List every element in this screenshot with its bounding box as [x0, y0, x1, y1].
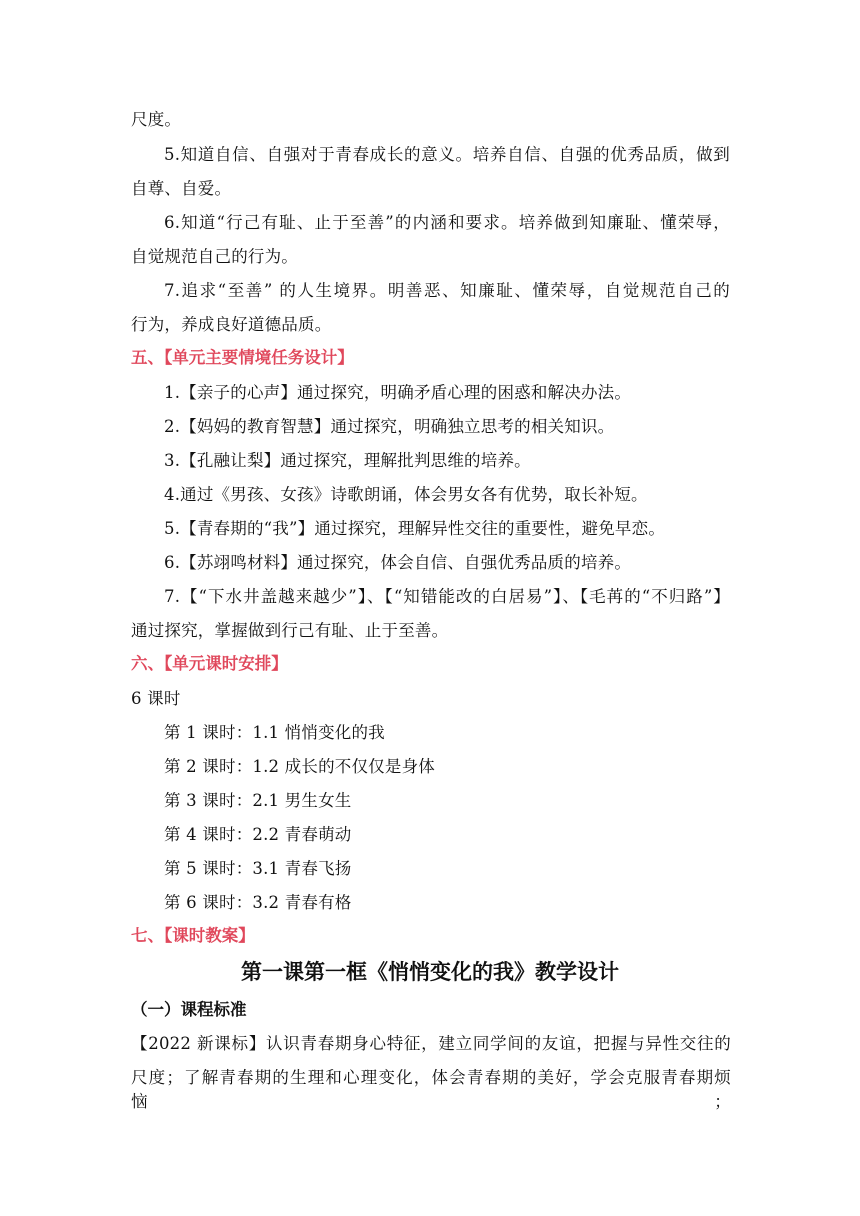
- list-item: 1.【亲子的心声】通过探究，明确矛盾心理的困惑和解决办法。: [164, 383, 632, 402]
- section-heading: 七、【课时教案】: [131, 926, 255, 945]
- list-item: 7.【“下水井盖越来越少”】、【“知错能改的白居易”】、【毛苒的“不归路”】: [164, 587, 730, 606]
- lesson-title: 第一课第一框《悄悄变化的我》教学设计: [241, 960, 619, 984]
- list-item: 6.【苏翊鸣材料】通过探究，体会自信、自强优秀品质的培养。: [164, 553, 632, 572]
- list-item: 通过探究，掌握做到行己有耻、止于至善。: [131, 621, 449, 640]
- text-line: 尺度。: [131, 110, 182, 129]
- text-line: 6 课时: [131, 689, 181, 708]
- section-heading: 六、【单元课时安排】: [131, 654, 288, 673]
- text-line: 行为，养成良好道德品质。: [131, 315, 332, 334]
- text-line: 6.知道“行己有耻、止于至善”的内涵和要求。培养做到知廉耻、懂荣辱，: [164, 213, 730, 232]
- list-item: 2.【妈妈的教育智慧】通过探究，明确独立思考的相关知识。: [164, 417, 615, 436]
- text-line: 5.知道自信、自强对于青春成长的意义。培养自信、自强的优秀品质，做到: [164, 145, 730, 164]
- list-item: 第 4 课时：2.2 青春萌动: [164, 825, 352, 844]
- list-item: 4.通过《男孩、女孩》诗歌朗诵，体会男女各有优势，取长补短。: [164, 485, 648, 504]
- list-item: 第 6 课时：3.2 青春有格: [164, 893, 352, 912]
- list-item: 第 3 课时：2.1 男生女生: [164, 791, 352, 810]
- text-line: 尺度；了解青春期的生理和心理变化，体会青春期的美好，学会克服青春期烦恼；: [131, 1068, 731, 1111]
- list-item: 第 5 课时：3.1 青春飞扬: [164, 859, 352, 878]
- text-line: 【2022 新课标】认识青春期身心特征，建立同学间的友谊，把握与异性交往的: [131, 1034, 731, 1053]
- list-item: 3.【孔融让梨】通过探究，理解批判思维的培养。: [164, 451, 531, 470]
- list-item: 第 2 课时：1.2 成长的不仅仅是身体: [164, 757, 435, 776]
- section-heading: 五、【单元主要情境任务设计】: [131, 348, 354, 367]
- text-line: 自觉规范自己的行为。: [131, 247, 298, 266]
- text-line: 自尊、自爱。: [131, 179, 232, 198]
- list-item: 5.【青春期的“我”】通过探究，理解异性交往的重要性，避免早恋。: [164, 519, 666, 538]
- list-item: 第 1 课时：1.1 悄悄变化的我: [164, 723, 385, 742]
- subsection-heading: （一）课程标准: [131, 1000, 247, 1019]
- text-line: 7.追求“至善” 的人生境界。明善恶、知廉耻、懂荣辱，自觉规范自己的: [164, 281, 730, 300]
